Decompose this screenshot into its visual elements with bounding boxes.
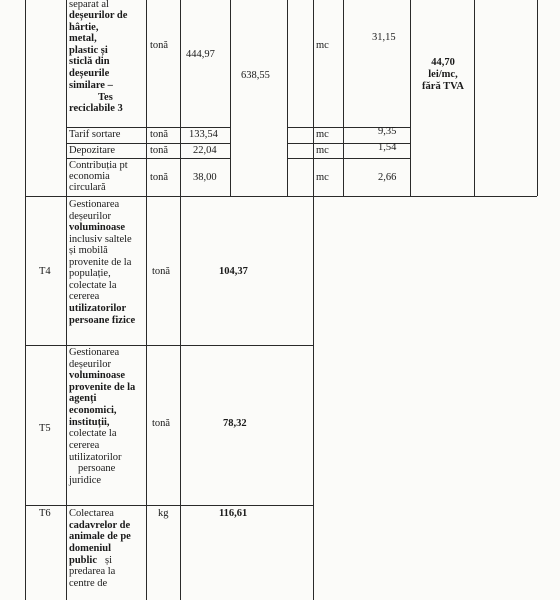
t6-desc-line: centre de [69, 578, 108, 589]
t3-price: 444,97 [186, 49, 215, 60]
subrow-price: 133,54 [189, 129, 218, 140]
t3-desc-line: Tes [98, 92, 113, 103]
row-divider-t4 [25, 196, 537, 197]
t3-total-mc-line: 44,70 [431, 57, 455, 68]
t4-desc-line: populație, [69, 268, 111, 279]
row-code: T6 [39, 508, 51, 519]
column-divider-total-mc [474, 0, 475, 196]
subrow-unit-mc: mc [316, 129, 329, 140]
subrow-unit-mc: mc [316, 145, 329, 156]
t3-total: 638,55 [241, 70, 270, 81]
subrow-unit: tonă [150, 172, 169, 183]
t4-desc-line: utilizatorilor [69, 303, 127, 314]
row-divider-contributie-mc [287, 158, 410, 159]
subrow-label-line: circulară [69, 182, 106, 193]
subrow-price-mc: 1,54 [378, 142, 397, 153]
t3-desc-line: deșeurilor de [69, 10, 128, 21]
t3-desc-line: deșeurile [69, 68, 110, 79]
t6-desc-line: și [105, 555, 113, 566]
t5-desc-line: agenți [69, 393, 97, 404]
t6-desc-line: domeniul [69, 543, 112, 554]
t5-desc-line: Gestionarea [69, 347, 120, 358]
t4-desc-line: voluminoase [69, 222, 126, 233]
t3-unit: tonă [150, 40, 169, 51]
t6-desc-line: Colectarea [69, 508, 114, 519]
row-value: 116,61 [219, 508, 248, 519]
column-divider-total [287, 0, 288, 196]
subrow-price-mc: 9,35 [378, 126, 397, 137]
row-value: 104,37 [219, 266, 248, 277]
row-unit: tonă [152, 418, 171, 429]
column-divider-unit-mc [343, 0, 344, 196]
subrow-label-line: economia [69, 171, 110, 182]
row-value: 78,32 [223, 418, 247, 429]
column-divider-description [146, 0, 147, 600]
row-code: T4 [39, 266, 51, 277]
subrow-unit: tonă [150, 129, 169, 140]
t5-desc-line: colectate la [69, 428, 117, 439]
t3-desc-line: hârtie, [69, 22, 99, 33]
t5-desc-line: juridice [69, 475, 102, 486]
t5-desc-line: persoane [78, 463, 116, 474]
t4-desc-line: și mobilă [69, 245, 108, 256]
t3-desc-line: separat al [69, 0, 109, 10]
column-divider-right [313, 0, 314, 600]
table-border-right [537, 0, 538, 196]
row-divider-depozitare [66, 143, 230, 144]
t3-unit-mc: mc [316, 40, 329, 51]
t3-total-mc-line: fără TVA [422, 81, 464, 92]
t4-desc-line: deșeurilor [69, 211, 111, 222]
t5-desc-line: economici, [69, 405, 117, 416]
column-divider-unit [180, 0, 181, 600]
t4-desc-line: provenite de la [69, 257, 132, 268]
t4-desc-line: cererea [69, 291, 100, 302]
t6-desc-line: predarea la [69, 566, 116, 577]
t3-desc-line: similare – [69, 80, 113, 91]
t5-desc-line: provenite de la [69, 382, 136, 393]
subrow-price-mc: 2,66 [378, 172, 397, 183]
t3-desc-line: sticlă din [69, 56, 110, 67]
t3-desc-line: plastic și [69, 45, 108, 56]
table-border-left [25, 0, 26, 600]
column-divider-price-mc [410, 0, 411, 196]
t5-desc-line: cererea [69, 440, 100, 451]
t4-desc-line: Gestionarea [69, 199, 120, 210]
t5-desc-line: instituții, [69, 417, 110, 428]
column-divider-code [66, 0, 67, 600]
t3-desc-line: reciclabile 3 [69, 103, 123, 114]
t5-desc-line: utilizatorilor [69, 452, 122, 463]
t6-desc-line: animale de pe [69, 531, 131, 542]
t4-desc-line: colectate la [69, 280, 117, 291]
subrow-price: 38,00 [193, 172, 217, 183]
t3-desc-line: metal, [69, 33, 97, 44]
t3-total-mc-line: lei/mc, [428, 69, 458, 80]
t4-desc-line: inclusiv saltele [69, 234, 132, 245]
row-code: T5 [39, 423, 51, 434]
row-divider-t5 [25, 345, 313, 346]
t5-desc-line: deșeurilor [69, 359, 111, 370]
subrow-price: 22,04 [193, 145, 217, 156]
column-divider-price [230, 0, 231, 196]
subrow-unit-mc: mc [316, 172, 329, 183]
subrow-label: Depozitare [69, 145, 116, 156]
subrow-label: Tarif sortare [69, 129, 121, 140]
t5-desc-line: voluminoase [69, 370, 126, 381]
row-unit: kg [158, 508, 169, 519]
t6-desc-line: public [69, 555, 98, 566]
t4-desc-line: persoane fizice [69, 315, 136, 326]
row-divider-t6 [25, 505, 313, 506]
t6-desc-line: cadavrelor de [69, 520, 131, 531]
row-unit: tonă [152, 266, 171, 277]
row-divider-sortare [66, 127, 230, 128]
row-divider-contributie [66, 158, 230, 159]
subrow-unit: tonă [150, 145, 169, 156]
subrow-label-line: Contribuția pt [69, 160, 128, 171]
t3-price-mc: 31,15 [372, 32, 396, 43]
